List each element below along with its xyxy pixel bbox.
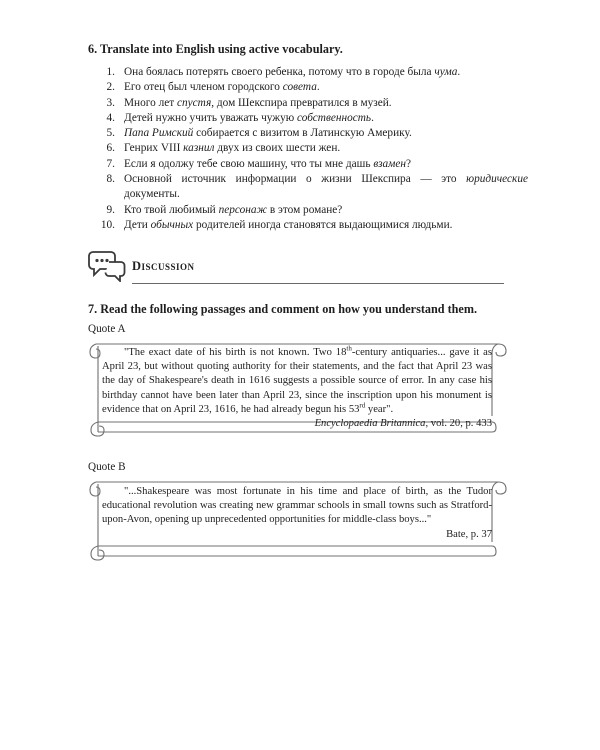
list-item: 2. Его отец был членом городского совета. [88, 80, 528, 95]
quote-b-source: Bate, p. 37 [446, 528, 492, 540]
item-number: 3. [106, 96, 115, 109]
item-number: 1. [106, 66, 115, 78]
quote-a-label: Quote A [88, 323, 126, 335]
item-number: 4. [106, 111, 115, 124]
list-item: 4. Детей нужно учить уважать чужую собственность. [88, 111, 528, 126]
vocab-word: собственность [297, 111, 372, 124]
vocab-word: персонаж [218, 203, 268, 216]
vocab-word: обычных [150, 218, 194, 231]
quote-b-label: Quote B [88, 461, 126, 473]
exercise-7-heading: 7. Read the following passages and comment on how you understand them. [88, 302, 478, 316]
vocab-word: юридические [466, 173, 528, 186]
vocab-word: казнил [183, 142, 215, 155]
item-number: 7. [106, 157, 115, 170]
list-item: 8. Основной источник информации о жизни Шекспира — это юридические документы. [88, 172, 528, 203]
vocab-word: взамен [373, 157, 406, 170]
vocab-word: спустя [176, 96, 212, 109]
list-item: 7. Если я одолжу тебе свою машину, что ты мне дашь взамен? [88, 157, 528, 172]
list-item: 6. Генрих VIII казнил двух из своих шести жен. [88, 141, 528, 156]
translation-list [88, 65, 528, 233]
quote-b-text: "...Shakespeare was most fortunate in his time and place of birth, as the Tudor educational revolution was creating new grammar schools in small towns such as Stratford-upon-Avon, opening up unprecedented opportunities for middle-class boys..." Bate, p. 37 [102, 485, 492, 542]
item-number: 9. [106, 203, 115, 216]
item-number: 8. [106, 173, 115, 186]
item-number: 5. [106, 127, 115, 140]
section-divider [132, 283, 504, 284]
item-number: 6. [106, 142, 115, 155]
item-number: 2. [106, 81, 115, 94]
list-item: 10. Дети обычных родителей иногда становятся выдающимися людьми. [88, 218, 528, 233]
list-item: 1. Она боялась потерять своего ребенка, потому что в городе была чума. [88, 65, 528, 80]
speech-bubbles-icon [87, 248, 127, 282]
vocab-word: Папа Римский [124, 127, 194, 140]
vocab-word: чума [434, 66, 458, 78]
list-item: 9. Кто твой любимый персонаж в этом романе? [88, 203, 528, 218]
quote-a-text: "The exact date of his birth is not known. Two 18th-century antiquaries... gave it as April 23, but without quoting authority for their statements, and the fact that April 23 was the day of Shakespeare's death in 1616 suggests a possible source of error. In any case his birthday cannot have been later than April 23, since the inscription upon his monument is evidence that on April 23, 1616, he had already begun his 53rd year". Encyclopaedia Britannica, vol. 20, p. 433 [102, 346, 492, 431]
list-item: 3. Много лет спустя, дом Шекспира превратился в музей. [88, 96, 528, 111]
item-number: 10. [100, 218, 115, 231]
list-item: 5. Папа Римский собирается с визитом в Латинскую Америку. [88, 126, 528, 141]
quote-a-source: Encyclopaedia Britannica, vol. 20, p. 433 [314, 418, 492, 430]
exercise-6-heading: 6. Translate into English using active vocabulary. [88, 42, 343, 56]
discussion-title: Discussion [132, 259, 195, 273]
vocab-word: совета [282, 81, 317, 94]
